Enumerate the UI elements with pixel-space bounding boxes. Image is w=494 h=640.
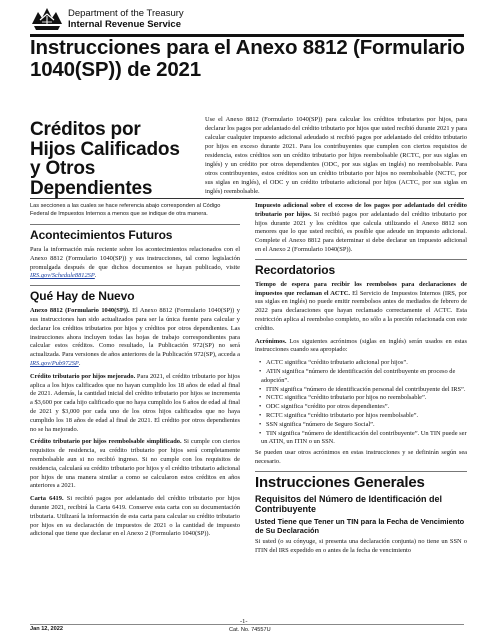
acronyms-paragraph: Acrónimos. Los siguientes acrónimos (siglas en inglés) serán usados en estas instrucciones cuando sea apropiado: [255,337,467,354]
whats-new-paragraph-2: Crédito tributario por hijos mejorado. Para 2021, el crédito tributario por hijos aplica a los hijos calificados que no hayan cumplido los 18 años de edad al final de 2021. Además, la cantidad inicial del crédito tributario por hijos se incrementa a $3,600 por cada hijo calificado que no haya cumplido los 6 años de edad al final de 2021 y $3,000 por cada uno de los otros hijos calificados que no haya cumplido los 18 años de edad al final de 2021. El crédito por otros dependientes no se ha mejorado. [30,372,240,433]
schedule-8812sp-link[interactable]: IRS.gov/Schedule8812SP [30,272,95,280]
document-subtitle: Créditos por Hijos Calificados y Otros Dependientes [30,119,180,199]
list-item: • ACTC significa “crédito tributario adicional por hijos”. [259,359,408,367]
list-item: • SSN significa “número de Seguro Social”. [259,420,375,428]
future-developments-paragraph: Para la información más reciente sobre los acontecimientos relacionados con el Anexo 8812 (Formulario 1040(SP)) y sus instrucciones, tal como legislación promulgada después de que dichos documentos se hayan publicado, visite IRS.gov/Schedule8812SP. [30,246,240,280]
heading-reminders: Recordatorios [255,259,467,277]
list-item: • ODC significa “crédito por otros dependientes”. [259,403,390,411]
document-title: Instrucciones para el Anexo 8812 (Formulario 1040(SP)) de 2021 [30,36,465,81]
agency-name [68,8,184,30]
page-number: -1- [240,618,248,625]
intro-paragraph: Use el Anexo 8812 (Formulario 1040(SP)) para calcular los créditos tributarios por hijos, para declarar los pagos por adelantado del crédito tributario por hijos que usted recibió durante 2021 y para calcular cualquier impuesto adicional adeudado si recibió pagos por adelantado del crédito tributario por hijos en exceso durante 2021. Para los contribuyentes que cumplen con ciertos requisitos de residencia, estos créditos son un crédito tributario por hijos reembolsable (RCTC, por sus siglas en inglés) y un crédito por otros dependientes (ODC, por sus siglas en inglés) no reembolsable. Para otros contribuyentes, estos créditos son un crédito tributario por hijos no reembolsable (NCTC, por sus siglas en inglés), el ODC y un crédito tributario adicional por hijos (ACTC, por sus siglas en inglés) reembolsable. [205,116,467,195]
code-reference-note: Las secciones a las cuales se hace referencia abajo corresponden al Código Federal de Impuestos Internos a menos que se indique de otra manera. [30,203,221,217]
left-column [30,202,240,543]
heading-general-instructions: Instrucciones Generales [255,471,467,491]
irs-eagle-logo-icon [30,6,64,32]
section-divider [30,198,464,199]
heading-tin-requirements: Requisitos del Número de Identificación del Contribuyente [255,493,443,515]
acronym-list [255,359,467,447]
dept-line-1: Department of the Treasury [68,8,184,19]
refund-wait-paragraph: Tiempo de espera para recibir los reembolsos para declaraciones de impuestos que reclaman el ACTC. El Servicio de Impuestos Internos (IRS, por sus siglas en inglés) no puede emitir reembolsos antes de mediados de febrero de 2022 para declaraciones que hayan reclamado correctamente el ACTC. Esta restricción aplica al reembolso completo, no sólo a la porción relacionada con este crédito. [255,280,467,332]
whats-new-paragraph-4: Carta 6419. Si recibió pagos por adelantado del crédito tributario por hijos durante 2021, recibirá la Carta 6419. Conserve esta carta con su documentación tributaria. Utilizará la información de esta carta para calcular su crédito tributario por hijos en su declaración de impuestos de 2021 o la cantidad de impuesto adicional que tiene que declarar en el Anexo 2 (Formulario 1040(SP)). [30,495,241,538]
right-column [255,202,467,559]
dept-line-2: Internal Revenue Service [68,19,181,30]
pub-972sp-link[interactable]: IRS.gov/Pub972SP [30,359,79,367]
whats-new-paragraph-3: Crédito tributario por hijos reembolsable simplificado. Si cumple con ciertos requisitos de residencia, su crédito tributario por hijos será completamente reembolsable aun si no recibió ingreso. Si no cumple con los requisitos de residencia, calculará su crédito tributario por hijos y el crédito tributario adicional por hijos de una manera similar a como se calcularon estos créditos en años anteriores a 2021. [30,438,240,490]
heading-tin-due-date: Usted Tiene que Tener un TIN para la Fecha de Vencimiento de Su Declaración [255,516,465,535]
heading-future-developments: Acontecimientos Futuros [30,224,240,242]
list-item: • TIN significa “número de identificación del contribuyente”. Un TIN puede ser un ATIN, un ITIN o un SSN. [259,429,467,446]
list-item: • NCTC significa “crédito tributario por hijos no reembolsable”. [259,394,427,402]
excess-payments-paragraph: Impuesto adicional sobre el exceso de los pagos por adelantado del crédito tributario por hijos. Si recibió pagos por adelantado del crédito tributario por hijos durante 2021 y los créditos que calcula utilizando el Anexo 8812 son menores que lo que usted recibió, es posible que adeude un impuesto adicional. Complete el Anexo 8812 para determinar si debe declarar un impuesto adicional en el Anexo 2 (Formulario 1040(SP)). [255,202,467,253]
revision-date: Jan 12, 2022 [30,626,63,632]
list-item: • RCTC significa “crédito tributario por hijos reembolsable”. [259,411,419,419]
whats-new-paragraph-1: Anexo 8812 (Formulario 1040(SP)). El Anexo 8812 (Formulario 1040(SP)) y sus instrucciones han sido actualizados para ser la única fuente para calcular y declarar los créditos tributarios por hijos y créditos por otros dependientes. Las instrucciones ahora incluyen todas las hojas de trabajo correspondientes para calcular estos créditos. Como resultado, la Publicación 972(SP) no será actualizada. Para versiones de años anteriores de la Publicación 972(SP), acceda a IRS.gov/Pub972SP. [30,307,240,367]
heading-whats-new: Qué Hay de Nuevo [30,285,240,303]
list-item: • ITIN significa “número de identificación personal del contribuyente del IRS”. [259,385,466,393]
catalog-number: Cat. No. 74557U [229,627,271,633]
other-acronyms-paragraph: Se pueden usar otros acrónimos en estas instrucciones y se definirán según sea necesario. [255,449,467,465]
tin-paragraph: Si usted (o su cónyuge, si presenta una declaración conjunta) no tiene un SSN o ITIN del IRS expedido en o antes de la fecha de vencimiento [255,537,467,554]
list-item: • ATIN significa “número de identificación del contribuyente en proceso de adopción”. [259,367,456,384]
